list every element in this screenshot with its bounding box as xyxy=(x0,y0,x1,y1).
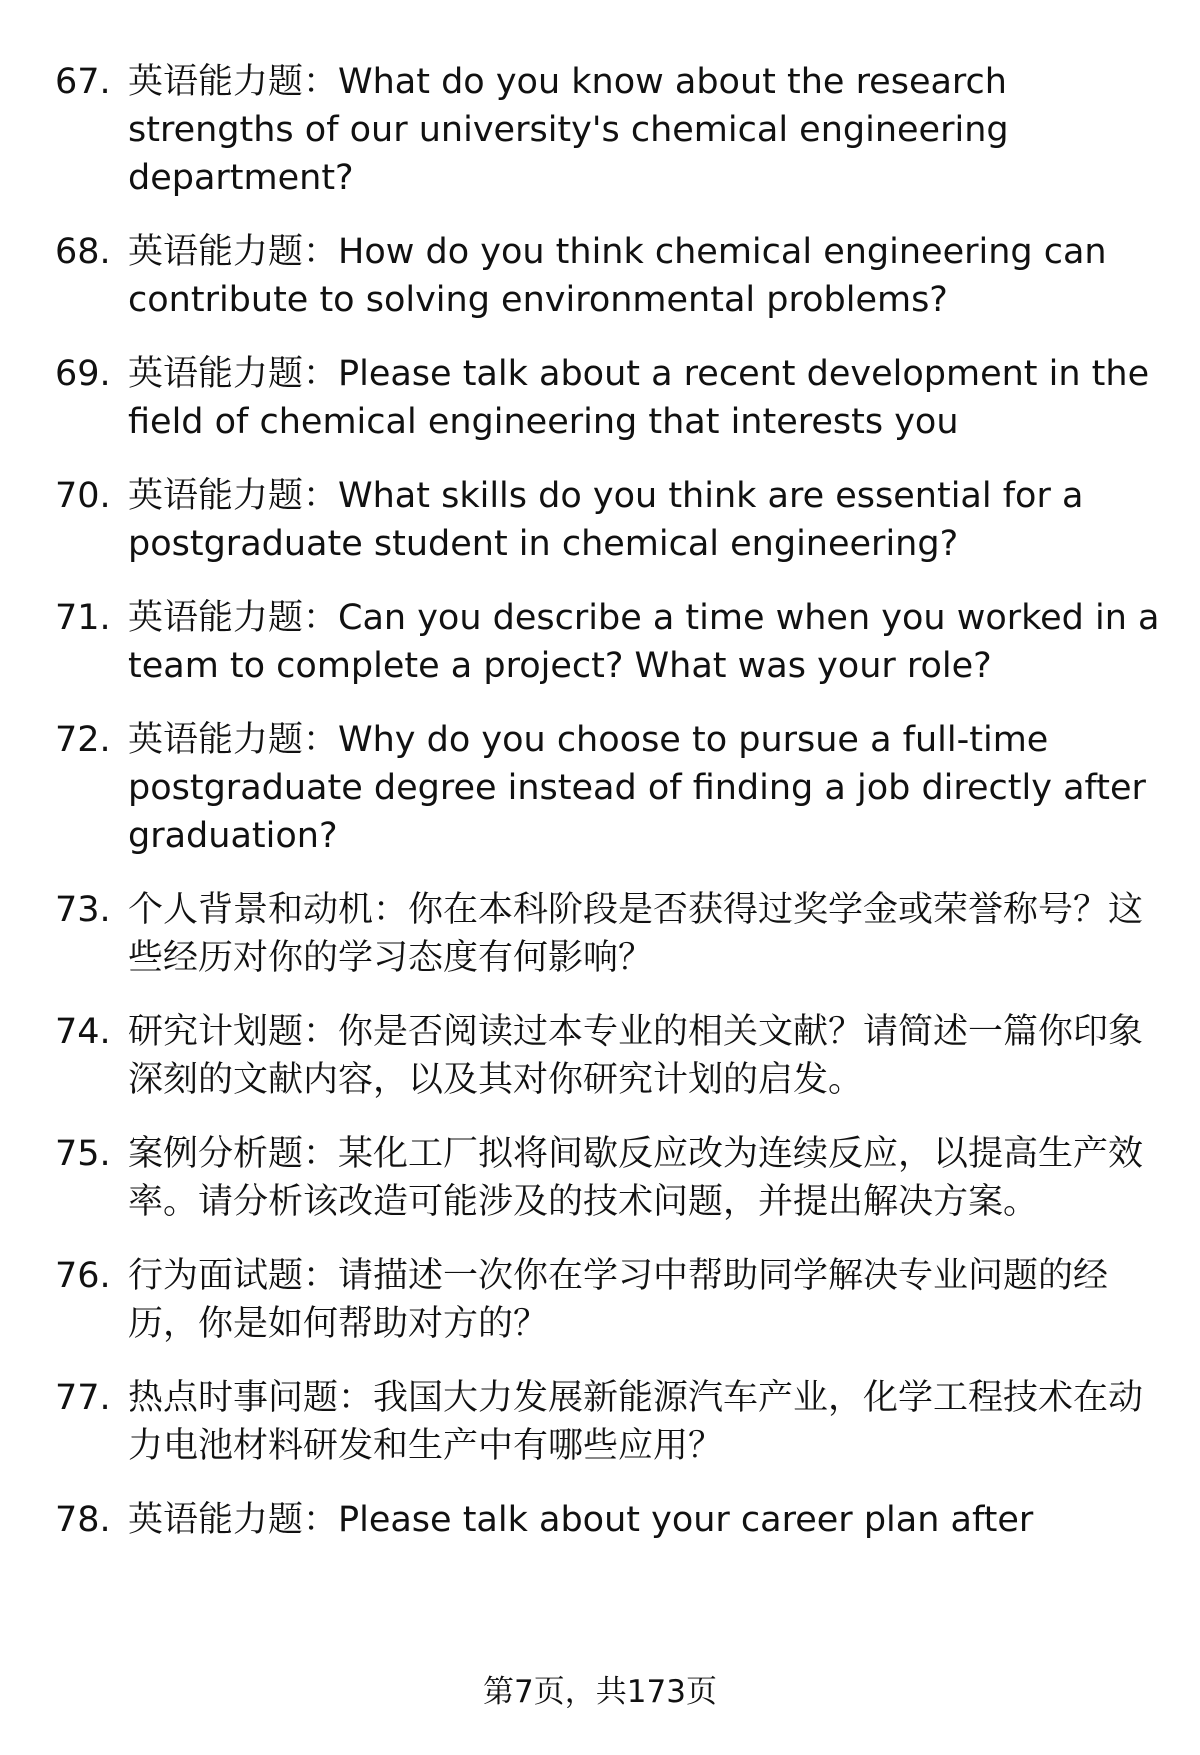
question-text: 案例分析题：某化工厂拟将间歇反应改为连续反应，以提高生产效率。请分析该改造可能涉及的技术问题，并提出解决方案。 xyxy=(128,1134,1144,1222)
question-text: 个人背景和动机：你在本科阶段是否获得过奖学金或荣誉称号？这些经历对你的学习态度有何影响？ xyxy=(128,890,1144,978)
question-number: 77. xyxy=(55,1378,111,1418)
question-text: 热点时事问题：我国大力发展新能源汽车产业，化学工程技术在动力电池材料研发和生产中有哪些应用？ xyxy=(128,1378,1144,1466)
question-item xyxy=(0,1130,1200,1226)
question-text: 英语能力题：Why do you choose to pursue a full-time postgraduate degree instead of finding a job directly after graduation? xyxy=(128,720,1146,856)
page-number-label: 第7页，共173页 xyxy=(483,1674,717,1710)
question-item xyxy=(0,1374,1200,1470)
question-item xyxy=(0,886,1200,982)
question-list xyxy=(0,58,1200,1570)
question-number: 68. xyxy=(55,232,111,272)
question-item xyxy=(0,1252,1200,1348)
question-text: 英语能力题：What do you know about the research strengths of our university's chemical engineering department? xyxy=(128,62,1009,198)
question-text: 英语能力题：Please talk about your career plan after xyxy=(128,1500,1034,1540)
question-number: 69. xyxy=(55,354,111,394)
question-text: 英语能力题：How do you think chemical engineering can contribute to solving environmental problems? xyxy=(128,232,1107,320)
question-number: 67. xyxy=(55,62,111,102)
question-number: 78. xyxy=(55,1500,111,1540)
question-text: 英语能力题：Please talk about a recent development in the field of chemical engineering that interests you xyxy=(128,354,1150,442)
question-text: 研究计划题：你是否阅读过本专业的相关文献？请简述一篇你印象深刻的文献内容，以及其对你研究计划的启发。 xyxy=(128,1012,1144,1100)
question-number: 76. xyxy=(55,1256,111,1296)
question-number: 71. xyxy=(55,598,111,638)
question-item xyxy=(0,594,1200,690)
question-text: 英语能力题：What skills do you think are essential for a postgraduate student in chemical engineering? xyxy=(128,476,1084,564)
question-item xyxy=(0,350,1200,446)
page-footer xyxy=(0,1670,1200,1714)
question-number: 75. xyxy=(55,1134,111,1174)
question-number: 72. xyxy=(55,720,111,760)
question-item xyxy=(0,716,1200,860)
question-number: 73. xyxy=(55,890,111,930)
question-number: 70. xyxy=(55,476,111,516)
question-item xyxy=(0,228,1200,324)
question-text: 行为面试题：请描述一次你在学习中帮助同学解决专业问题的经历，你是如何帮助对方的？ xyxy=(128,1256,1109,1344)
question-item xyxy=(0,1008,1200,1104)
question-item xyxy=(0,472,1200,568)
question-text: 英语能力题：Can you describe a time when you worked in a team to complete a project? What was your role? xyxy=(128,598,1160,686)
question-item xyxy=(0,1496,1200,1544)
question-number: 74. xyxy=(55,1012,111,1052)
question-item xyxy=(0,58,1200,202)
